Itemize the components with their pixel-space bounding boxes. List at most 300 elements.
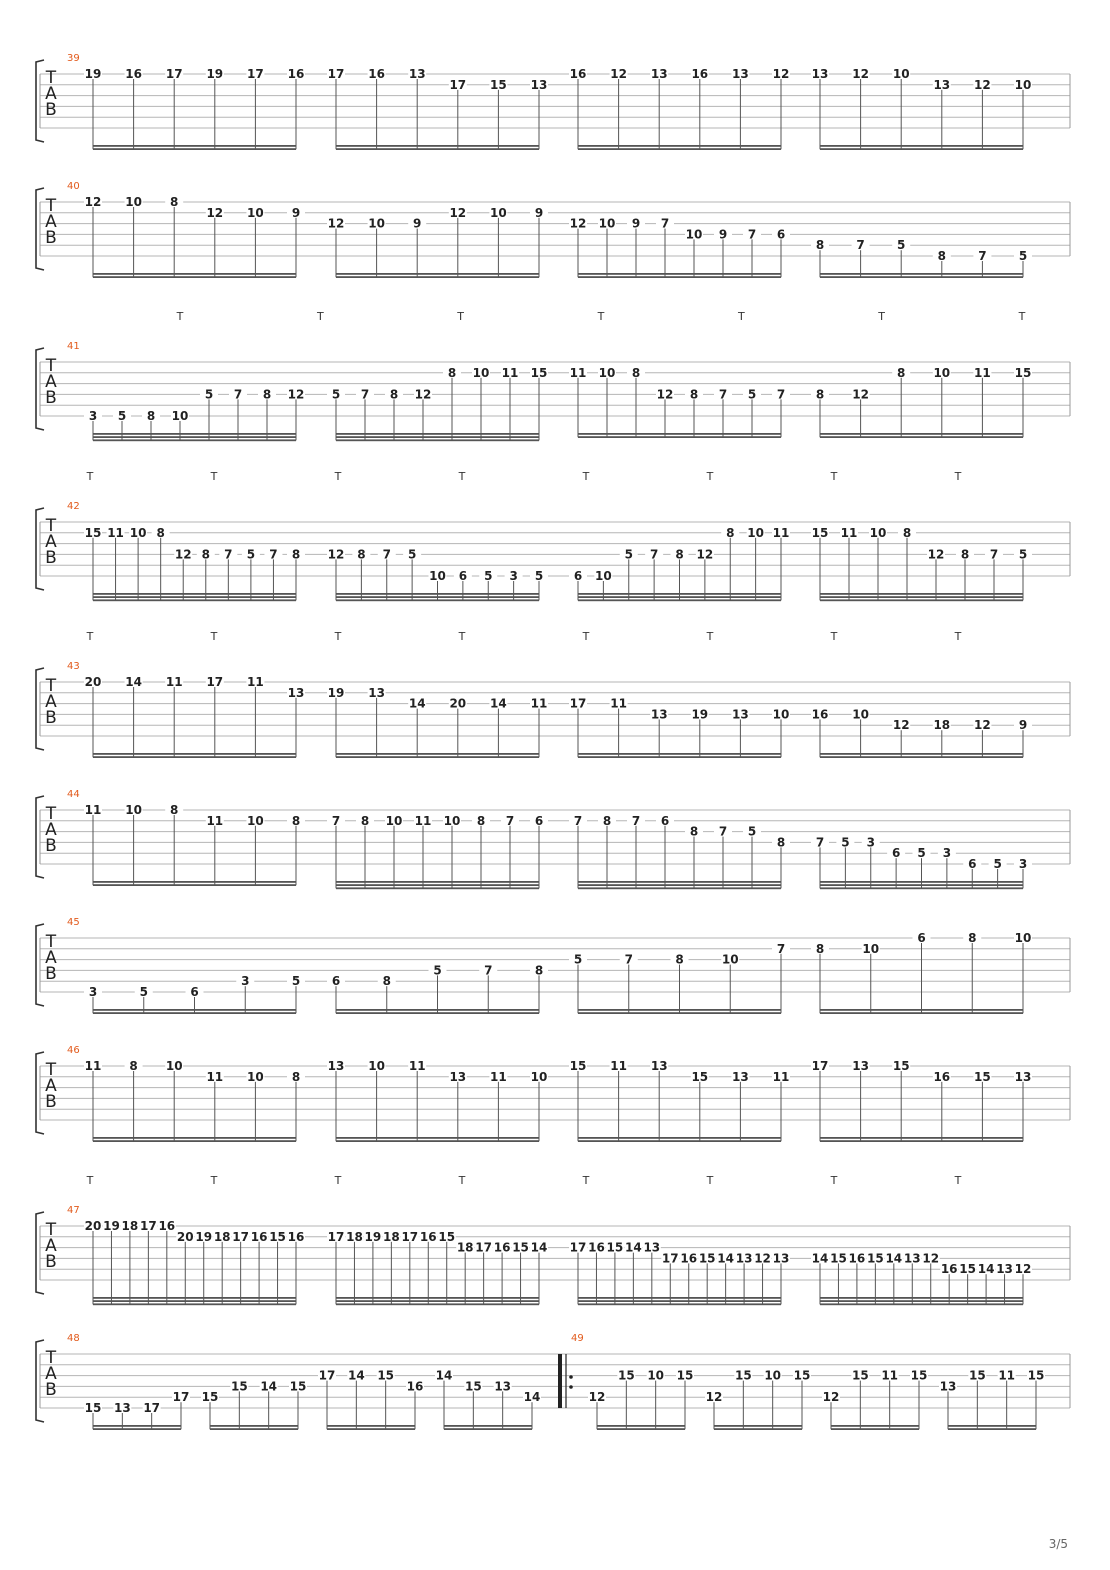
tap-marker: T — [706, 470, 714, 483]
fret-number: 5 — [117, 409, 127, 423]
fret-number: 3 — [866, 835, 875, 850]
tab-clef-letter: T — [45, 932, 57, 952]
beam — [93, 1009, 296, 1011]
beam — [578, 1297, 781, 1299]
tap-marker: T — [86, 470, 94, 483]
fret-number: 8 — [897, 365, 906, 380]
fret-number: 7 — [573, 813, 583, 828]
fret-number: 16 — [419, 1229, 437, 1244]
fret-number: 15 — [377, 1368, 395, 1383]
fret-number: 10 — [129, 525, 147, 540]
repeat-barline-thick — [558, 1354, 562, 1408]
tab-clef-letter: A — [45, 212, 57, 232]
tab-clef-letter: B — [45, 964, 57, 984]
tap-marker: T — [878, 310, 886, 323]
fret-number: 12 — [84, 195, 102, 209]
beam — [93, 1303, 296, 1305]
tap-marker: T — [458, 630, 466, 643]
tab-clef-letter: B — [45, 100, 57, 120]
fret-number: 20 — [176, 1229, 194, 1244]
fret-number: 16 — [811, 707, 829, 722]
fret-number: 15 — [512, 1240, 529, 1255]
fret-number: 13 — [933, 77, 951, 92]
repeat-dot — [569, 1385, 573, 1389]
fret-number: 19 — [364, 1229, 382, 1244]
beam — [820, 753, 1023, 755]
fret-number: 11 — [998, 1368, 1016, 1383]
fret-number: 11 — [408, 1059, 426, 1073]
fret-number: 9 — [413, 216, 422, 231]
beam — [336, 1297, 539, 1299]
beam — [578, 433, 781, 435]
beam — [444, 1428, 532, 1430]
fret-number: 12 — [772, 67, 790, 81]
fret-number: 13 — [650, 707, 668, 722]
tap-marker: T — [597, 310, 605, 323]
beam — [597, 1428, 685, 1430]
fret-number: 5 — [433, 963, 442, 978]
tab-clef-letter: T — [45, 196, 57, 216]
fret-number: 12 — [974, 77, 991, 92]
fret-number: 14 — [625, 1240, 642, 1255]
fret-number: 10 — [933, 365, 951, 380]
fret-number: 15 — [734, 1368, 752, 1383]
beam — [336, 1140, 539, 1142]
fret-number: 7 — [269, 547, 278, 562]
fret-number: 8 — [291, 813, 301, 828]
fret-number: 7 — [624, 952, 633, 967]
fret-number: 7 — [360, 387, 370, 402]
fret-number: 8 — [675, 547, 684, 562]
beam — [578, 1009, 781, 1011]
fret-number: 12 — [754, 1251, 771, 1266]
fret-number: 10 — [598, 365, 616, 380]
beam — [714, 1425, 802, 1427]
beam — [336, 436, 539, 438]
beam — [820, 145, 1023, 147]
beam — [714, 1428, 802, 1430]
beam — [93, 1012, 296, 1014]
fret-number: 8 — [201, 547, 210, 562]
fret-number: 10 — [247, 1069, 264, 1084]
fret-number: 14 — [885, 1251, 903, 1266]
fret-number: 6 — [190, 985, 199, 999]
fret-number: 6 — [968, 857, 977, 871]
tab-clef-letter: T — [45, 1060, 57, 1080]
fret-number: 17 — [143, 1401, 161, 1415]
beam — [210, 1428, 298, 1430]
beam — [578, 1300, 781, 1302]
fret-number: 10 — [472, 365, 490, 380]
fret-number: 12 — [588, 1390, 606, 1405]
fret-number: 20 — [84, 675, 102, 689]
beam — [93, 593, 296, 595]
tap-marker: T — [582, 470, 590, 483]
fret-number: 5 — [246, 547, 256, 562]
fret-number: 5 — [204, 387, 214, 402]
fret-number: 8 — [815, 941, 825, 956]
fret-number: 8 — [476, 813, 486, 828]
beam — [336, 881, 539, 883]
fret-number: 12 — [174, 547, 192, 562]
fret-number: 17 — [318, 1368, 336, 1383]
fret-number: 17 — [661, 1251, 679, 1266]
fret-number: 17 — [172, 1390, 190, 1405]
beam — [336, 753, 539, 755]
tap-marker: T — [954, 630, 962, 643]
fret-number: 9 — [718, 227, 728, 242]
beam — [93, 433, 296, 435]
fret-number: 10 — [247, 813, 264, 828]
beam — [578, 1140, 781, 1142]
fret-number: 15 — [974, 1069, 991, 1084]
tab-clef-letter: B — [45, 1092, 57, 1112]
fret-number: 3 — [1018, 857, 1028, 871]
fret-number: 5 — [747, 824, 757, 839]
tap-marker: T — [86, 1174, 94, 1187]
fret-number: 8 — [170, 195, 179, 209]
fret-number: 5 — [917, 846, 926, 861]
tab-clef-letter: B — [45, 228, 57, 248]
fret-number: 13 — [811, 67, 829, 81]
fret-number: 7 — [989, 547, 999, 562]
fret-number: 15 — [676, 1368, 694, 1383]
fret-number: 15 — [84, 525, 102, 540]
tab-clef-letter: T — [45, 1348, 57, 1368]
fret-number: 10 — [171, 409, 189, 423]
measure-number: 44 — [67, 789, 80, 800]
fret-number: 10 — [647, 1368, 665, 1383]
fret-number: 12 — [610, 67, 627, 81]
fret-number: 7 — [631, 813, 641, 828]
fret-number: 19 — [195, 1229, 213, 1244]
fret-number: 7 — [331, 813, 341, 828]
fret-number: 12 — [852, 387, 869, 402]
tap-marker: T — [830, 470, 838, 483]
fret-number: 11 — [840, 525, 858, 540]
beam — [578, 148, 781, 150]
fret-number: 15 — [811, 525, 829, 540]
tap-marker: T — [830, 630, 838, 643]
beam — [93, 1300, 296, 1302]
fret-number: 15 — [201, 1390, 219, 1405]
fret-number: 16 — [848, 1251, 866, 1266]
fret-number: 3 — [88, 985, 98, 999]
fret-number: 15 — [464, 1379, 482, 1394]
fret-number: 19 — [327, 685, 345, 700]
beam — [820, 596, 1023, 598]
fret-number: 11 — [247, 675, 264, 689]
fret-number: 6 — [331, 974, 341, 989]
tab-clef-letter: A — [45, 1076, 57, 1096]
fret-number: 7 — [649, 547, 659, 562]
fret-number: 11 — [530, 696, 548, 711]
tap-marker: T — [830, 1174, 838, 1187]
fret-number: 12 — [892, 718, 910, 733]
fret-number: 15 — [84, 1401, 102, 1415]
beam — [93, 1428, 181, 1430]
tap-marker: T — [334, 1174, 342, 1187]
fret-number: 8 — [960, 547, 970, 562]
beam — [578, 436, 781, 438]
fret-number: 13 — [732, 1069, 749, 1084]
fret-number: 14 — [977, 1262, 995, 1277]
fret-number: 18 — [346, 1229, 363, 1244]
beam — [820, 1012, 1023, 1014]
fret-number: 17 — [569, 1240, 587, 1255]
beam — [93, 1425, 181, 1427]
measure-number: 40 — [67, 181, 80, 192]
tab-clef-letter: A — [45, 1236, 57, 1256]
fret-number: 8 — [129, 1059, 138, 1073]
fret-number: 10 — [852, 707, 869, 722]
fret-number: 14 — [717, 1251, 734, 1266]
fret-number: 12 — [705, 1390, 723, 1405]
fret-number: 5 — [1018, 249, 1028, 263]
fret-number: 8 — [156, 525, 165, 540]
fret-number: 14 — [435, 1368, 453, 1383]
beam — [93, 273, 296, 275]
beam — [578, 1137, 781, 1139]
fret-number: 11 — [501, 365, 519, 380]
measure-number: 46 — [67, 1045, 80, 1056]
fret-number: 6 — [917, 931, 926, 945]
beam — [597, 1425, 685, 1427]
fret-number: 10 — [530, 1069, 548, 1084]
fret-number: 13 — [732, 707, 749, 722]
fret-number: 5 — [331, 387, 341, 402]
fret-number: 10 — [685, 227, 703, 242]
fret-number: 5 — [484, 569, 493, 583]
fret-number: 13 — [996, 1262, 1013, 1277]
measure-number: 48 — [67, 1333, 80, 1344]
fret-number: 8 — [689, 387, 699, 402]
fret-number: 8 — [937, 249, 946, 263]
fret-number: 10 — [862, 941, 880, 956]
beam — [820, 756, 1023, 758]
fret-number: 7 — [233, 387, 243, 402]
fret-number: 6 — [573, 569, 583, 583]
fret-number: 5 — [573, 952, 583, 967]
fret-number: 19 — [206, 67, 224, 81]
fret-number: 11 — [84, 803, 102, 817]
repeat-dot — [569, 1375, 573, 1379]
tap-marker: T — [706, 1174, 714, 1187]
fret-number: 7 — [718, 387, 728, 402]
fret-number: 5 — [139, 985, 148, 999]
beam — [948, 1428, 1036, 1430]
fret-number: 12 — [822, 1390, 840, 1405]
tap-marker: T — [176, 310, 184, 323]
fret-number: 10 — [721, 952, 739, 967]
fret-number: 17 — [327, 67, 345, 81]
fret-number: 7 — [856, 238, 865, 253]
fret-number: 15 — [569, 1059, 587, 1073]
fret-number: 13 — [327, 1059, 345, 1073]
fret-number: 15 — [530, 365, 548, 380]
measure-number: 41 — [67, 341, 80, 352]
beam — [336, 273, 539, 275]
fret-number: 7 — [747, 227, 757, 242]
fret-number: 13 — [650, 1059, 668, 1073]
fret-number: 15 — [698, 1251, 716, 1266]
fret-number: 17 — [569, 696, 587, 711]
fret-number: 13 — [772, 1251, 790, 1266]
fret-number: 13 — [408, 67, 426, 81]
fret-number: 11 — [206, 813, 224, 828]
fret-number: 18 — [121, 1219, 139, 1233]
beam — [93, 439, 296, 441]
fret-number: 3 — [241, 974, 250, 989]
fret-number: 11 — [414, 813, 432, 828]
fret-number: 12 — [449, 205, 467, 220]
fret-number: 6 — [534, 813, 544, 828]
fret-number: 5 — [407, 547, 417, 562]
fret-number: 16 — [125, 67, 142, 81]
tab-clef-letter: A — [45, 692, 57, 712]
tap-marker: T — [458, 470, 466, 483]
fret-number: 10 — [892, 67, 910, 81]
beam — [93, 1297, 296, 1299]
fret-number: 15 — [892, 1059, 910, 1073]
fret-number: 16 — [287, 1229, 305, 1244]
beam — [578, 887, 781, 889]
beam — [336, 1009, 539, 1011]
beam — [578, 593, 781, 595]
fret-number: 12 — [287, 387, 305, 402]
tab-clef-letter: A — [45, 820, 57, 840]
fret-number: 12 — [852, 67, 869, 81]
beam — [93, 276, 296, 278]
fret-number: 9 — [534, 205, 544, 220]
fret-number: 17 — [206, 675, 224, 689]
beam — [336, 1303, 539, 1305]
tap-marker: T — [210, 470, 218, 483]
fret-number: 11 — [206, 1069, 224, 1084]
fret-number: 11 — [881, 1368, 899, 1383]
fret-number: 10 — [598, 216, 616, 231]
fret-number: 7 — [815, 835, 825, 850]
fret-number: 10 — [490, 205, 507, 220]
fret-number: 16 — [493, 1240, 511, 1255]
fret-number: 20 — [84, 1219, 102, 1233]
fret-number: 10 — [1014, 77, 1032, 92]
fret-number: 14 — [125, 675, 142, 689]
fret-number: 8 — [689, 824, 699, 839]
beam — [820, 276, 1023, 278]
beam — [820, 273, 1023, 275]
fret-number: 15 — [438, 1229, 456, 1244]
beam — [336, 145, 539, 147]
beam — [93, 596, 296, 598]
fret-number: 11 — [974, 365, 991, 380]
fret-number: 8 — [968, 931, 977, 945]
beam — [820, 1137, 1023, 1139]
fret-number: 10 — [125, 803, 142, 817]
fret-number: 17 — [401, 1229, 419, 1244]
tap-marker: T — [582, 1174, 590, 1187]
beam — [93, 599, 296, 601]
fret-number: 15 — [230, 1379, 248, 1394]
fret-number: 7 — [776, 387, 786, 402]
fret-number: 13 — [732, 67, 749, 81]
fret-number: 17 — [327, 1229, 345, 1244]
fret-number: 17 — [811, 1059, 829, 1073]
fret-number: 11 — [772, 1069, 790, 1084]
beam — [820, 1297, 1023, 1299]
measure-number: 49 — [571, 1333, 584, 1344]
beam — [578, 596, 781, 598]
fret-number: 10 — [247, 205, 264, 220]
beam — [578, 599, 781, 601]
fret-number: 12 — [206, 205, 224, 220]
beam — [578, 1303, 781, 1305]
beam — [336, 439, 539, 441]
beam — [820, 148, 1023, 150]
fret-number: 16 — [680, 1251, 698, 1266]
tap-marker: T — [86, 630, 94, 643]
beam — [210, 1425, 298, 1427]
fret-number: 7 — [505, 813, 515, 828]
fret-number: 5 — [897, 238, 906, 253]
fret-number: 16 — [287, 67, 305, 81]
fret-number: 13 — [449, 1069, 467, 1084]
fret-number: 11 — [569, 365, 587, 380]
fret-number: 16 — [588, 1240, 605, 1255]
fret-number: 11 — [490, 1069, 507, 1084]
fret-number: 12 — [927, 547, 945, 562]
beam — [336, 599, 539, 601]
fret-number: 13 — [735, 1251, 753, 1266]
fret-number: 15 — [606, 1240, 624, 1255]
fret-number: 16 — [250, 1229, 268, 1244]
fret-number: 15 — [1014, 365, 1032, 380]
fret-number: 5 — [291, 974, 301, 989]
tap-marker: T — [706, 630, 714, 643]
fret-number: 8 — [815, 238, 825, 253]
tab-clef-letter: B — [45, 1380, 57, 1400]
fret-number: 7 — [978, 249, 987, 263]
fret-number: 13 — [368, 685, 385, 700]
fret-number: 7 — [484, 963, 493, 978]
tab-clef-letter: T — [45, 516, 57, 536]
beam — [336, 1012, 539, 1014]
fret-number: 6 — [776, 227, 786, 242]
fret-number: 8 — [291, 1069, 301, 1084]
fret-number: 5 — [534, 569, 544, 583]
tab-clef-letter: T — [45, 1220, 57, 1240]
fret-number: 8 — [447, 365, 457, 380]
fret-number: 14 — [811, 1251, 829, 1266]
beam — [336, 887, 539, 889]
tap-marker: T — [737, 310, 745, 323]
fret-number: 16 — [158, 1219, 176, 1233]
tap-marker: T — [210, 630, 218, 643]
fret-number: 7 — [660, 216, 670, 231]
fret-number: 17 — [247, 67, 264, 81]
fret-number: 8 — [776, 835, 786, 850]
beam — [820, 593, 1023, 595]
fret-number: 15 — [490, 77, 507, 92]
fret-number: 7 — [382, 547, 391, 562]
fret-number: 12 — [1014, 1262, 1032, 1277]
fret-number: 13 — [939, 1379, 957, 1394]
beam — [578, 756, 781, 758]
fret-number: 17 — [232, 1229, 249, 1244]
beam — [93, 884, 296, 886]
page-number: 3/5 — [1048, 1537, 1068, 1551]
fret-number: 9 — [1018, 718, 1028, 733]
